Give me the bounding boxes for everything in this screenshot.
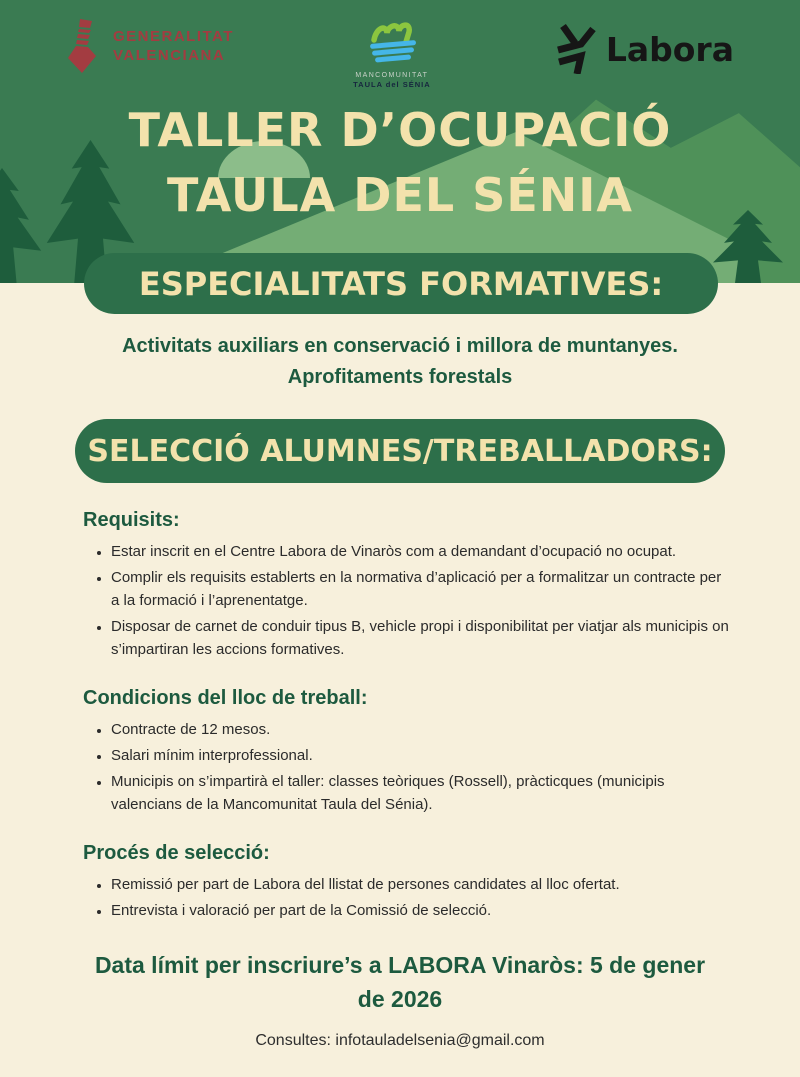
- especialitats-text: [95, 331, 705, 393]
- logo-row: [0, 18, 800, 89]
- section-requisits: [83, 509, 730, 661]
- bullet-list: [83, 873, 730, 922]
- bullet-item: • Complir els requisits establerts en la normativa d’aplicació per a formalitzar un contracte per a la formació i l’aprenentatge.: [111, 566, 730, 612]
- poster-title: [0, 98, 800, 228]
- bullet-item: • Municipis on s’impartirà el taller: classes teòriques (Rossell), pràcticques (municipis valencians de la Mancomunitat Taula del Sénia).: [111, 770, 730, 816]
- bullet-item: • Remissió per part de Labora del llistat de persones candidates al lloc ofertat.: [111, 873, 730, 896]
- especialitats-activity2: Aprofitaments forestals: [287, 366, 513, 388]
- generalitat-valenciana-logo: [66, 18, 234, 74]
- deadline-text: Data límit per inscriure’s a LABORA Vinaròs: 5 de gener de 2026: [94, 952, 706, 1012]
- contact-email: infotauladelsenia@gmail.com: [335, 1032, 545, 1049]
- hero-banner: [0, 0, 800, 283]
- bullet-item: • Entrevista i valoració per part de la Comissió de selecció.: [111, 899, 730, 922]
- gva-line2: VALENCIANA: [113, 47, 226, 64]
- bullet-item: • Contracte de 12 mesos.: [111, 718, 730, 741]
- section-heading: Condicions del lloc de treball:: [83, 687, 368, 709]
- seleccio-banner: SELECCIÓ ALUMNES/TREBALLADORS:: [75, 419, 725, 483]
- bullet-item: • Estar inscrit en el Centre Labora de Vinaròs com a demandant d’ocupació no ocupat.: [111, 540, 730, 563]
- bullet-list: [83, 540, 730, 661]
- especialitats-activity: Activitats auxiliars en conservació i millora de muntanyes.: [122, 335, 678, 357]
- mancomunitat-line1: MANCOMUNITAT: [355, 72, 429, 79]
- bullet-list: [83, 718, 730, 816]
- mancomunitat-logo: [344, 20, 440, 89]
- poster-title-line1: TALLER D’OCUPACIÓ: [128, 103, 672, 157]
- especialitats-banner: ESPECIALITATS FORMATIVES:: [84, 253, 718, 314]
- contact-line: [0, 1032, 800, 1050]
- sections-content: [0, 509, 800, 922]
- gva-emblem-icon: [66, 18, 104, 74]
- section-condicions: [83, 687, 730, 816]
- poster-title-line2: TAULA DEL SÉNIA: [167, 168, 633, 222]
- mancomunitat-line2: TAULA del SÉNIA: [353, 80, 431, 89]
- mancomunitat-mark-icon: [356, 20, 428, 64]
- contact-label: Consultes:: [255, 1032, 336, 1049]
- gva-wordmark: [113, 27, 234, 65]
- poster-body: [0, 283, 800, 1050]
- labora-mark-icon: [550, 24, 596, 74]
- section-heading: Procés de selecció:: [83, 842, 270, 864]
- section-proces: [83, 842, 730, 922]
- bullet-item: • Disposar de carnet de conduir tipus B, vehicle propi i disponibilitat per viatjar als municipis on s’impartiran les accions formatives.: [111, 615, 730, 661]
- bullet-item: • Salari mínim interprofessional.: [111, 744, 730, 767]
- labora-wordmark: Labora: [605, 29, 734, 69]
- section-heading: Requisits:: [83, 509, 180, 531]
- gva-line1: GENERALITAT: [113, 28, 234, 45]
- labora-logo: [550, 24, 734, 74]
